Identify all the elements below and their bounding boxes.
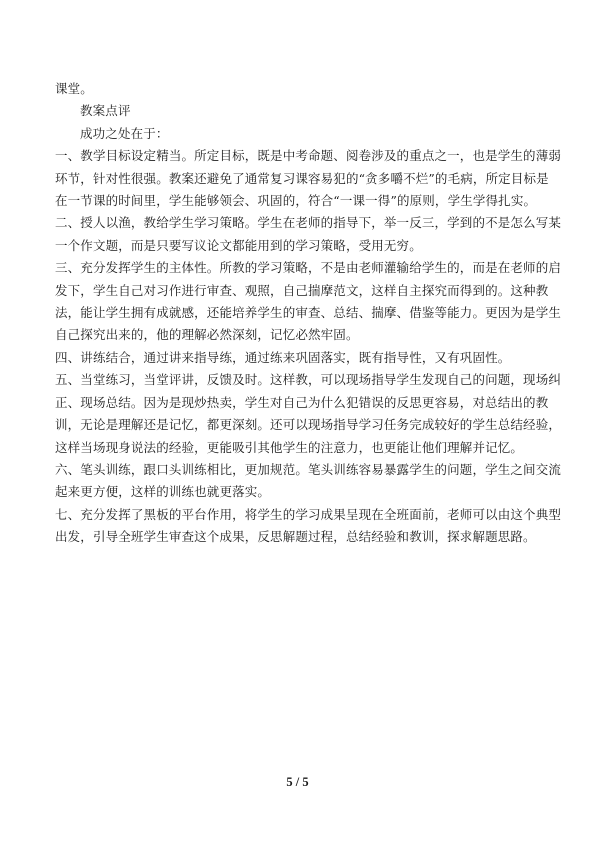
text-line: 在一节课的时间里，学生能够领会、巩固的，符合“一课一得”的原则，学生学得扎实。 [55, 193, 537, 209]
text-line: 自己探究出来的，他的理解必然深刻，记忆必然牢固。 [55, 327, 359, 343]
text-line: 起来更方便，这样的训练也就更落实。 [55, 484, 271, 500]
text-line: 三、充分发挥学生的主体性。所教的学习策略，不是由老师灌输给学生的，而是在老师的启 [55, 260, 562, 276]
text-line: 法，能让学生拥有成就感，还能培养学生的审查、总结、揣摩、借鉴等能力。更因为是学生 [55, 305, 562, 321]
text-line: 一个作文题，而是只要写议论文都能用到的学习策略，受用无穷。 [55, 237, 422, 253]
text-line: 六、笔头训练，跟口头训练相比，更加规范。笔头训练容易暴露学生的问题，学生之间交流 [55, 461, 562, 477]
text-line: 训，无论是理解还是记忆，都更深刻。还可以现场指导学习任务完成较好的学生总结经验， [55, 417, 562, 433]
text-line: 四、讲练结合，通过讲来指导练，通过练来巩固落实，既有指导性，又有巩固性。 [55, 349, 511, 365]
document-body [55, 78, 562, 549]
text-line: 发下，学生自己对习作进行审查、观照，自己揣摩范文，这样自主探究而得到的。这种教 [55, 282, 549, 298]
text-line: 一、教学目标设定精当。所定目标，既是中考命题、阅卷涉及的重点之一，也是学生的薄弱 [55, 148, 562, 164]
text-line: 二、授人以渔，教给学生学习策略。学生在老师的指导下，举一反三，学到的不是怎么写某 [55, 215, 562, 231]
text-line: 五、当堂练习，当堂评讲，反馈及时。这样教，可以现场指导学生发现自己的问题，现场纠 [55, 372, 562, 388]
text-line: 课堂。 [55, 81, 93, 96]
page-number: 5 / 5 [286, 775, 309, 789]
text-line: 七、充分发挥了黑板的平台作用，将学生的学习成果呈现在全班面前，老师可以由这个典型 [55, 506, 562, 522]
text-line: 出发，引导全班学生审查这个成果，反思解题过程，总结经验和教训，探求解题思路。 [55, 529, 536, 545]
subheading: 成功之处在于： [80, 125, 169, 141]
text-line: 这样当场现身说法的经验，更能吸引其他学生的注意力，也更能让他们理解并记忆。 [55, 439, 524, 455]
section-heading: 教案点评 [80, 103, 131, 119]
text-line: 正、现场总结。因为是现炒热卖，学生对自己为什么犯错误的反思更容易，对总结出的教 [55, 394, 549, 410]
text-line: 环节，针对性很强。教案还避免了通常复习课容易犯的“贪多嚼不烂”的毛病，所定目标是 [55, 170, 549, 186]
